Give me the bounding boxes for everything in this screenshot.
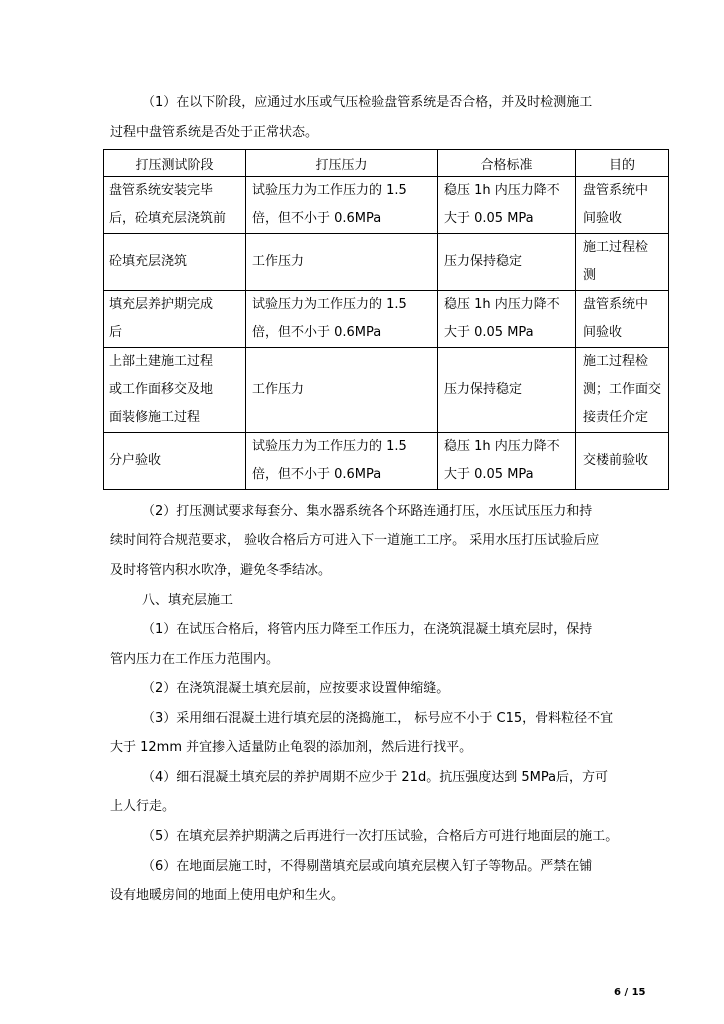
intro-line-1: （1）在以下阶段，应通过水压或气压检验盘管系统是否合格，并及时检测施工: [142, 95, 593, 110]
table-row: [104, 291, 669, 348]
cell-stage: 填充层养护期完成 后: [104, 291, 246, 348]
cell-pressure: 试验压力为工作压力的 1.5 倍，但不小于 0.6MPa: [246, 177, 438, 234]
page-number: 6 / 15: [614, 987, 646, 998]
table-row: [104, 348, 669, 433]
cell-stage: 砼填充层浇筑: [104, 234, 246, 291]
header-pressure: 打压压力: [246, 150, 438, 177]
cell-stage: 分户验收: [104, 433, 246, 490]
header-stage: 打压测试阶段: [104, 150, 246, 177]
cell-standard: 压力保持稳定: [438, 348, 576, 433]
section-title: 八、填充层施工: [142, 593, 234, 608]
cell-purpose: 盘管系统中 间验收: [576, 291, 669, 348]
cell-purpose: 盘管系统中 间验收: [576, 177, 669, 234]
cell-stage: 盘管系统安装完毕 后，砼填充层浇筑前: [104, 177, 246, 234]
pressure-test-table: [103, 149, 669, 490]
para2-line-1: （2）打压测试要求每套分、集水器系统各个环路连通打压，水压试压压力和持: [142, 504, 593, 519]
para2-line-3: 及时将管内积水吹净，避免冬季结冰。: [110, 563, 332, 578]
table-row: [104, 433, 669, 490]
section-line: （3）采用细石混凝土进行填充层的浇捣施工， 标号应不小于 C15，骨料粒径不宜: [142, 711, 614, 726]
intro-line-2: 过程中盘管系统是否处于正常状态。: [110, 125, 319, 140]
table-row: [104, 234, 669, 291]
header-purpose: 目的: [576, 150, 669, 177]
section-line: 上人行走。: [110, 799, 176, 814]
cell-pressure: 工作压力: [246, 348, 438, 433]
table-row: [104, 177, 669, 234]
cell-standard: 稳压 1h 内压力降不 大于 0.05 MPa: [438, 291, 576, 348]
table-header-row: [104, 150, 669, 177]
cell-purpose: 交楼前验收: [576, 433, 669, 490]
cell-pressure: 试验压力为工作压力的 1.5 倍，但不小于 0.6MPa: [246, 291, 438, 348]
cell-purpose: 施工过程检 测；工作面交 接责任介定: [576, 348, 669, 433]
section-line: （1）在试压合格后，将管内压力降至工作压力，在浇筑混凝土填充层时，保持: [142, 622, 593, 637]
cell-pressure: 工作压力: [246, 234, 438, 291]
cell-standard: 稳压 1h 内压力降不 大于 0.05 MPa: [438, 177, 576, 234]
cell-standard: 压力保持稳定: [438, 234, 576, 291]
section-line: （6）在地面层施工时，不得剔凿填充层或向填充层楔入钉子等物品。严禁在铺: [142, 859, 593, 874]
section-line: 大于 12mm 并宜掺入适量防止龟裂的添加剂，然后进行找平。: [110, 740, 473, 755]
para2-line-2: 续时间符合规范要求， 验收合格后方可进入下一道施工工序。 采用水压打压试验后应: [110, 533, 600, 548]
cell-pressure: 试验压力为工作压力的 1.5 倍，但不小于 0.6MPa: [246, 433, 438, 490]
section-line: （2）在浇筑混凝土填充层前，应按要求设置伸缩缝。: [142, 681, 450, 696]
cell-purpose: 施工过程检 测: [576, 234, 669, 291]
cell-standard: 稳压 1h 内压力降不 大于 0.05 MPa: [438, 433, 576, 490]
header-standard: 合格标准: [438, 150, 576, 177]
cell-stage: 上部土建施工过程 或工作面移交及地 面装修施工过程: [104, 348, 246, 433]
section-line: （5）在填充层养护期满之后再进行一次打压试验，合格后方可进行地面层的施工。: [142, 829, 619, 844]
section-line: （4）细石混凝土填充层的养护周期不应少于 21d。抗压强度达到 5MPa后，方可: [142, 770, 609, 785]
section-line: 管内压力在工作压力范围内。: [110, 652, 280, 667]
section-line: 设有地暖房间的地面上使用电炉和生火。: [110, 888, 345, 903]
